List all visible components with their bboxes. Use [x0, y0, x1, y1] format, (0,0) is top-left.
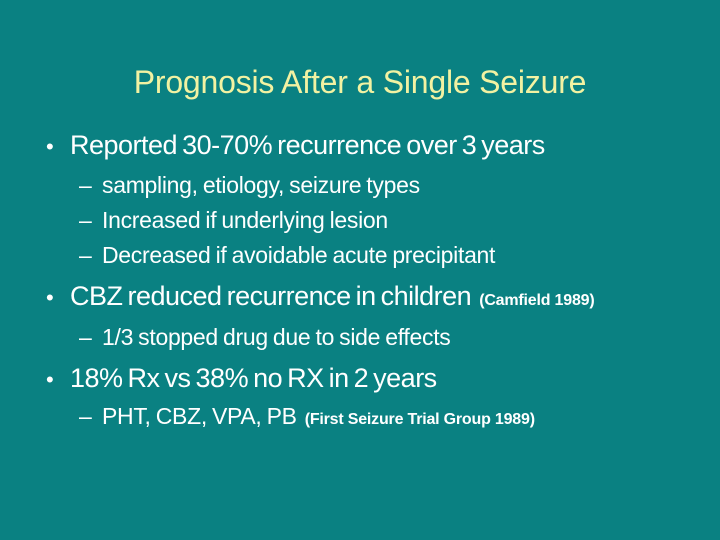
bullet-text: CBZ reduced recurrence in children [70, 281, 472, 311]
sub-bullet-text: Decreased if avoidable acute precipitant [102, 242, 496, 268]
bullet-icon: • [46, 134, 54, 159]
sub-bullet-item [0, 240, 720, 270]
dash-icon: – [79, 172, 92, 198]
citation-text: (First Seizure Trial Group 1989) [304, 411, 535, 428]
sub-bullet-text: Increased if underlying lesion [102, 207, 388, 233]
sub-bullet-text: 1/3 stopped drug due to side effects [102, 324, 451, 350]
sub-bullet-item [0, 401, 720, 435]
bullet-item [0, 129, 720, 163]
bullet-text: Reported 30-70% recurrence over 3 years [70, 130, 545, 160]
dash-icon: – [79, 242, 92, 268]
bullet-item [0, 362, 720, 396]
sub-bullet-text: PHT, CBZ, VPA, PB [102, 403, 297, 429]
sub-bullet-item [0, 322, 720, 352]
sub-bullet-item [0, 170, 720, 200]
bullet-item [0, 280, 720, 317]
citation-text: (Camfield 1989) [479, 292, 595, 309]
dash-icon: – [79, 403, 92, 429]
slide-title: Prognosis After a Single Seizure [133, 64, 587, 100]
bullet-icon: • [46, 367, 54, 392]
bullet-icon: • [46, 285, 54, 310]
sub-bullet-item [0, 205, 720, 235]
sub-bullet-text: sampling, etiology, seizure types [102, 172, 420, 198]
dash-icon: – [79, 207, 92, 233]
bullet-text: 18% Rx vs 38% no RX in 2 years [70, 363, 437, 393]
dash-icon: – [79, 324, 92, 350]
